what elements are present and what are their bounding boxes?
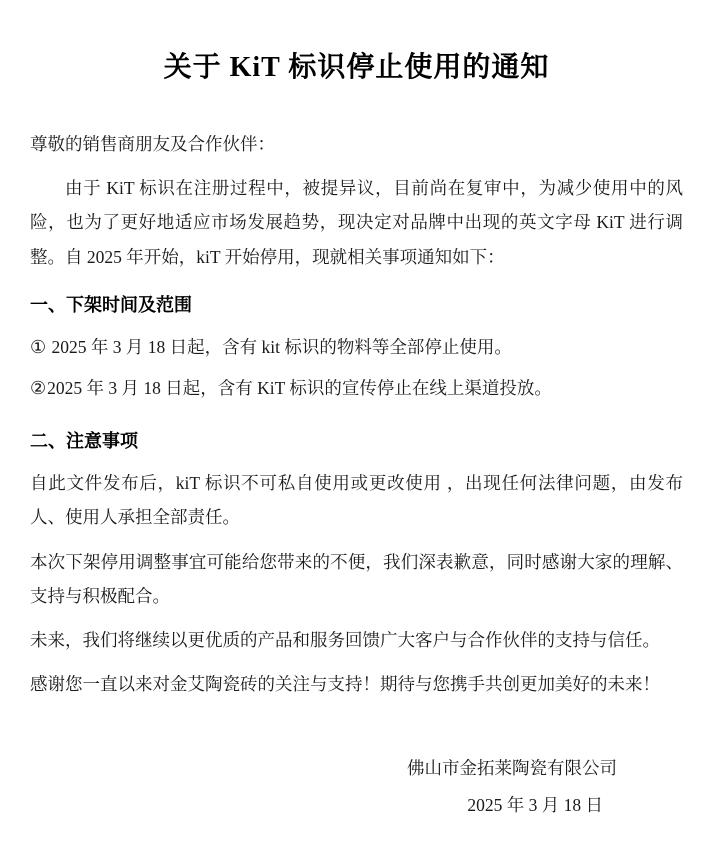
notice-paragraph-4: 感谢您一直以来对金艾陶瓷砖的关注与支持！期待与您携手共创更加美好的未来！ xyxy=(30,673,660,694)
signature-block xyxy=(30,749,683,823)
list-marker: ② xyxy=(30,377,47,398)
list-item xyxy=(30,371,683,406)
signature-date: 2025 年 3 月 18 日 xyxy=(467,794,603,815)
list-item-text: 2025 年 3 月 18 日起，含有 kit 标识的物料等全部停止使用。 xyxy=(47,336,512,357)
document-body xyxy=(30,127,683,701)
section-heading-1: 一、下架时间及范围 xyxy=(30,294,192,315)
salutation: 尊敬的销售商朋友及合作伙伴： xyxy=(30,134,275,155)
notice-paragraph-3: 未来，我们将继续以更优质的产品和服务回馈广大客户与合作伙伴的支持与信任。 xyxy=(30,629,660,650)
page-title: 关于 KiT 标识停止使用的通知 xyxy=(163,52,550,83)
company-name: 佛山市金拓莱陶瓷有限公司 xyxy=(407,758,617,778)
intro-paragraph: 由于 KiT 标识在注册过程中，被提异议，目前尚在复审中，为减少使用中的风险，也为了更好地适应市场发展趋势，现决定对品牌中出现的英文字母 KiT 进行调整。自 2025 年开始，kiT 开始停用，现就相关事项通知如下： xyxy=(30,178,683,267)
list-item xyxy=(30,330,683,365)
list-item-text: 2025 年 3 月 18 日起，含有 KiT 标识的宣传停止在线上渠道投放。 xyxy=(47,377,552,398)
notice-paragraph-1: 自此文件发布后，kiT 标识不可私自使用或更改使用 ，出现任何法律问题，由发布人、使用人承担全部责任。 xyxy=(30,473,683,528)
notice-paragraph-2: 本次下架停用调整事宜可能给您带来的不便，我们深表歉意，同时感谢大家的理解、支持与积极配合。 xyxy=(30,551,683,606)
list-marker: ① xyxy=(30,336,47,357)
section-heading-2: 二、注意事项 xyxy=(30,431,138,452)
